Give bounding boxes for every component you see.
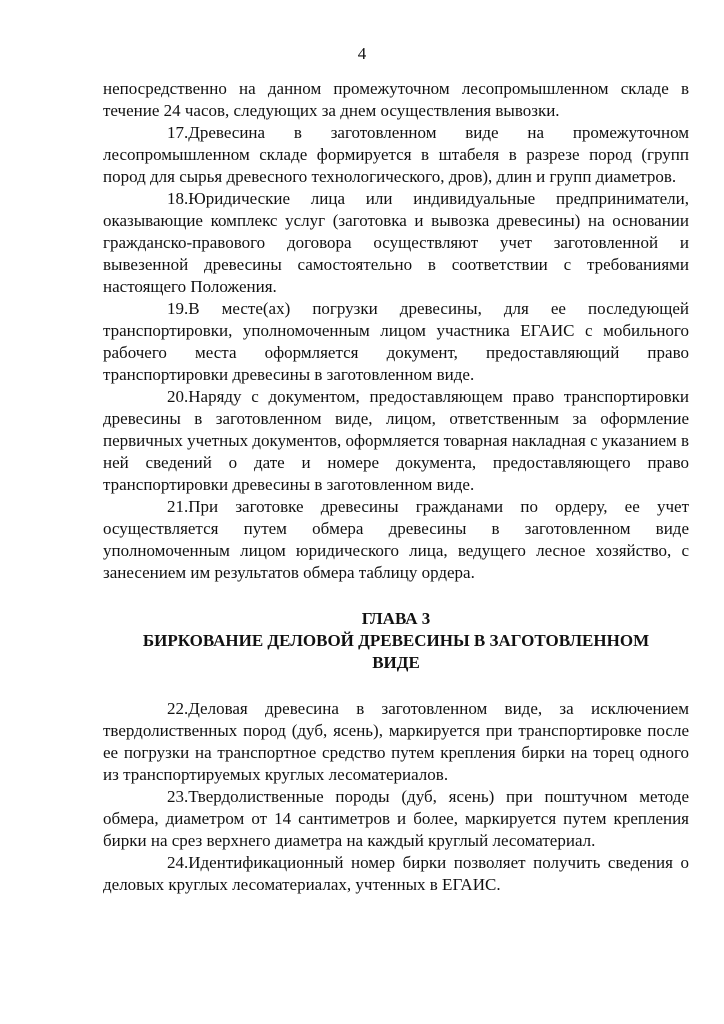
paragraph-19 [103,298,689,386]
paragraph-text: непосредственно на данном промежуточном лесопромышленном складе в течение 24 часов, следующих за днем осуществления вывозки. [103,79,689,120]
paragraph-number: 23. [167,787,189,806]
chapter-heading [103,608,689,674]
paragraph-text: При заготовке древесины гражданами по ордеру, ее учет осуществляется путем обмера древесины в заготовленном виде уполномоченным лицом юридического лица, ведущего лесное хозяйство, с занесением им результатов обмера таблицу ордера. [103,497,689,582]
paragraph-continuation [103,78,689,122]
paragraph-number: 17. [167,123,189,142]
paragraph-text: Юридические лица или индивидуальные предприниматели, оказывающие комплекс услуг (заготовка и вывозка древесины) на основании гражданско-правового договора осуществляют учет заготовленной и вывезенной древесины самостоятельно в соответствии с требованиями настоящего Положения. [103,189,689,296]
paragraph-number: 19. [167,299,189,318]
paragraph-number: 21. [167,497,189,516]
paragraph-number: 18. [167,189,189,208]
paragraph-20 [103,386,689,496]
paragraph-23 [103,786,689,852]
paragraph-21 [103,496,689,584]
paragraph-text: Идентификационный номер бирки позволяет получить сведения о деловых круглых лесоматериалах, учтенных в ЕГАИС. [103,853,689,894]
paragraph-number: 22. [167,699,189,718]
document-body [103,78,689,896]
paragraph-number: 24. [167,853,189,872]
paragraph-text: Древесина в заготовленном виде на промежуточном лесопромышленном складе формируется в штабеля в разрезе пород (групп пород для сырья древесного технологического, дров), длин и групп диаметров. [103,123,689,186]
paragraph-text: В месте(ах) погрузки древесины, для ее последующей транспортировки, уполномоченным лицом участника ЕГАИС с мобильного рабочего места оформляется документ, предоставляющий право транспортировки древесины в заготовленном виде. [103,299,689,384]
paragraph-22 [103,698,689,786]
paragraph-text: Наряду с документом, предоставляющем право транспортировки древесины в заготовленном виде, лицом, ответственным за оформление первичных учетных документов, оформляется товарная накладная с указанием в ней сведений о дате и номере документа, предоставляющего право транспортировки древесины в заготовленном виде. [103,387,690,494]
chapter-title-line1: БИРКОВАНИЕ ДЕЛОВОЙ ДРЕВЕСИНЫ В ЗАГОТОВЛЕННОМ [142,631,650,650]
chapter-title-line2: ВИДЕ [372,653,420,672]
paragraph-18 [103,188,689,298]
page-number: 4 [357,44,367,63]
paragraph-24 [103,852,689,896]
paragraph-number: 20. [167,387,189,406]
paragraph-17 [103,122,689,188]
chapter-label: ГЛАВА 3 [361,609,431,628]
paragraph-text: Деловая древесина в заготовленном виде, за исключением твердолиственных пород (дуб, ясень), маркируется при транспортировке после ее погрузки на транспортное средство путем крепления бирки на торец одного из транспортируемых круглых лесоматериалов. [103,699,689,784]
paragraph-text: Твердолиственные породы (дуб, ясень) при поштучном методе обмера, диаметром от 14 сантиметров и более, маркируется путем крепления бирки на срез верхнего диаметра на каждый круглый лесоматериал. [103,787,689,850]
